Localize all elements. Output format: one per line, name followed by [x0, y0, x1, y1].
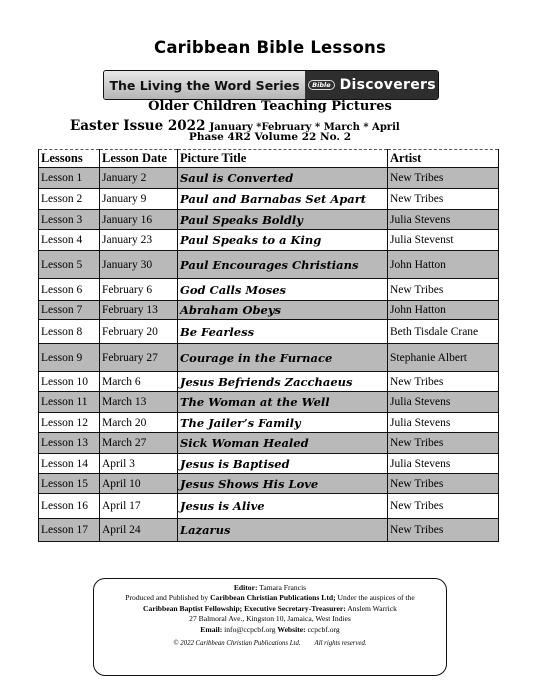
credits-box: [93, 578, 447, 676]
table-row: [39, 168, 499, 189]
artist-cell: New Tribes: [388, 189, 499, 210]
banner-brand-label: Discoverers: [339, 77, 436, 93]
copyright-line: [94, 639, 446, 649]
column-header-artist: Artist: [388, 150, 499, 168]
artist-cell: New Tribes: [388, 474, 499, 494]
table-row: [39, 320, 499, 344]
picture-title-cell: Abraham Obeys: [178, 301, 388, 320]
publisher-name: Caribbean Christian Publications Ltd;: [210, 593, 336, 603]
date-cell: March 27: [100, 433, 178, 454]
fellowship-name: Caribbean Baptist Fellowship; Executive Secretary-Treasurer:: [143, 603, 346, 613]
series-banner: [103, 70, 439, 100]
lesson-cell: Lesson 2: [39, 189, 100, 210]
date-cell: February 20: [100, 320, 178, 344]
table-row: [39, 519, 499, 542]
lesson-cell: Lesson 14: [39, 454, 100, 474]
table-row: [39, 279, 499, 301]
lesson-cell: Lesson 16: [39, 494, 100, 519]
lesson-cell: Lesson 3: [39, 210, 100, 230]
artist-cell: Julia Stevens: [388, 454, 499, 474]
picture-title-cell: Paul Encourages Christians: [178, 251, 388, 279]
artist-cell: Julia Stevens: [388, 392, 499, 413]
lessons-table: [38, 149, 499, 542]
artist-cell: New Tribes: [388, 372, 499, 392]
picture-title-cell: Jesus is Baptised: [178, 454, 388, 474]
lesson-cell: Lesson 1: [39, 168, 100, 189]
date-cell: April 10: [100, 474, 178, 494]
phase-line: Phase 4R2 Volume 22 No. 2: [188, 131, 352, 143]
secretary-name: Anslem Warrick: [347, 603, 397, 613]
picture-title-cell: God Calls Moses: [178, 279, 388, 301]
artist-cell: Julia Stevens: [388, 413, 499, 433]
banner-series-label: The Living the Word Series: [104, 71, 306, 99]
date-cell: February 6: [100, 279, 178, 301]
table-row: [39, 494, 499, 519]
artist-cell: New Tribes: [388, 168, 499, 189]
date-cell: January 9: [100, 189, 178, 210]
rights-text: All rights reserved.: [314, 640, 367, 648]
lesson-cell: Lesson 11: [39, 392, 100, 413]
date-cell: January 16: [100, 210, 178, 230]
picture-title-cell: Lazarus: [178, 519, 388, 542]
lesson-cell: Lesson 5: [39, 251, 100, 279]
table-header-row: [39, 150, 499, 168]
artist-cell: New Tribes: [388, 519, 499, 542]
column-header-date: Lesson Date: [100, 150, 178, 168]
copyright-text: © 2022 Caribbean Christian Publications Ltd.: [173, 640, 301, 648]
table-row: [39, 230, 499, 251]
picture-title-cell: Paul Speaks to a King: [178, 230, 388, 251]
picture-title-cell: Paul and Barnabas Set Apart: [178, 189, 388, 210]
issue-months: January *February * March * April: [209, 122, 400, 133]
lesson-cell: Lesson 15: [39, 474, 100, 494]
table-row: [39, 454, 499, 474]
artist-cell: Beth Tisdale Crane: [388, 320, 499, 344]
picture-title-cell: Jesus Befriends Zacchaeus: [178, 372, 388, 392]
date-cell: March 6: [100, 372, 178, 392]
date-cell: January 23: [100, 230, 178, 251]
table-row: [39, 474, 499, 494]
banner-small-label: Bible: [308, 80, 334, 91]
fellowship-line: [94, 604, 446, 614]
subtitle: Older Children Teaching Pictures: [148, 99, 392, 114]
picture-title-cell: Paul Speaks Boldly: [178, 210, 388, 230]
lesson-cell: Lesson 13: [39, 433, 100, 454]
date-cell: January 2: [100, 168, 178, 189]
lesson-cell: Lesson 8: [39, 320, 100, 344]
picture-title-cell: The Jailer’s Family: [178, 413, 388, 433]
table-row: [39, 433, 499, 454]
picture-title-cell: Jesus Shows His Love: [178, 474, 388, 494]
artist-cell: Stephanie Albert: [388, 344, 499, 372]
table-row: [39, 301, 499, 320]
artist-cell: New Tribes: [388, 433, 499, 454]
table-row: [39, 372, 499, 392]
editor-line: [94, 583, 446, 593]
lesson-cell: Lesson 17: [39, 519, 100, 542]
lesson-cell: Lesson 4: [39, 230, 100, 251]
date-cell: April 3: [100, 454, 178, 474]
column-header-lessons: Lessons: [39, 150, 100, 168]
picture-title-cell: Sick Woman Healed: [178, 433, 388, 454]
date-cell: March 20: [100, 413, 178, 433]
date-cell: April 24: [100, 519, 178, 542]
table-row: [39, 251, 499, 279]
email-link[interactable]: info@ccpcbf.org: [224, 624, 276, 634]
website-label: Website:: [277, 624, 306, 634]
picture-title-cell: Be Fearless: [178, 320, 388, 344]
date-cell: January 30: [100, 251, 178, 279]
picture-title-cell: The Woman at the Well: [178, 392, 388, 413]
picture-title-cell: Courage in the Furnace: [178, 344, 388, 372]
lesson-cell: Lesson 9: [39, 344, 100, 372]
lesson-cell: Lesson 10: [39, 372, 100, 392]
date-cell: April 17: [100, 494, 178, 519]
lesson-cell: Lesson 6: [39, 279, 100, 301]
artist-cell: New Tribes: [388, 279, 499, 301]
website-link[interactable]: ccpcbf.org: [307, 624, 340, 634]
artist-cell: New Tribes: [388, 494, 499, 519]
produced-prefix: Produced and Published by: [125, 593, 209, 603]
issue-name: Easter Issue 2022: [70, 118, 206, 134]
table-row: [39, 189, 499, 210]
table-row: [39, 210, 499, 230]
picture-title-cell: Jesus is Alive: [178, 494, 388, 519]
date-cell: February 27: [100, 344, 178, 372]
artist-cell: John Hatton: [388, 301, 499, 320]
table-row: [39, 344, 499, 372]
lesson-cell: Lesson 7: [39, 301, 100, 320]
artist-cell: Julia Stevens: [388, 210, 499, 230]
artist-cell: Julia Stevenst: [388, 230, 499, 251]
page-title: Caribbean Bible Lessons: [154, 38, 386, 57]
produced-line: [94, 593, 446, 603]
table-body: [39, 168, 499, 542]
column-header-title: Picture Title: [178, 150, 388, 168]
lesson-cell: Lesson 12: [39, 413, 100, 433]
editor-name: Tamara Francis: [259, 583, 307, 592]
auspices-text: Under the auspices of the: [337, 593, 415, 603]
banner-logo: [306, 71, 438, 99]
table-row: [39, 413, 499, 433]
editor-label: Editor:: [233, 583, 258, 592]
address-line: 27 Balmoral Ave., Kingston 10, Jamaica, West Indies: [189, 614, 351, 624]
contact-line: [94, 625, 446, 635]
email-label: Email:: [200, 624, 223, 634]
date-cell: February 13: [100, 301, 178, 320]
date-cell: March 13: [100, 392, 178, 413]
picture-title-cell: Saul is Converted: [178, 168, 388, 189]
table-row: [39, 392, 499, 413]
artist-cell: John Hatton: [388, 251, 499, 279]
